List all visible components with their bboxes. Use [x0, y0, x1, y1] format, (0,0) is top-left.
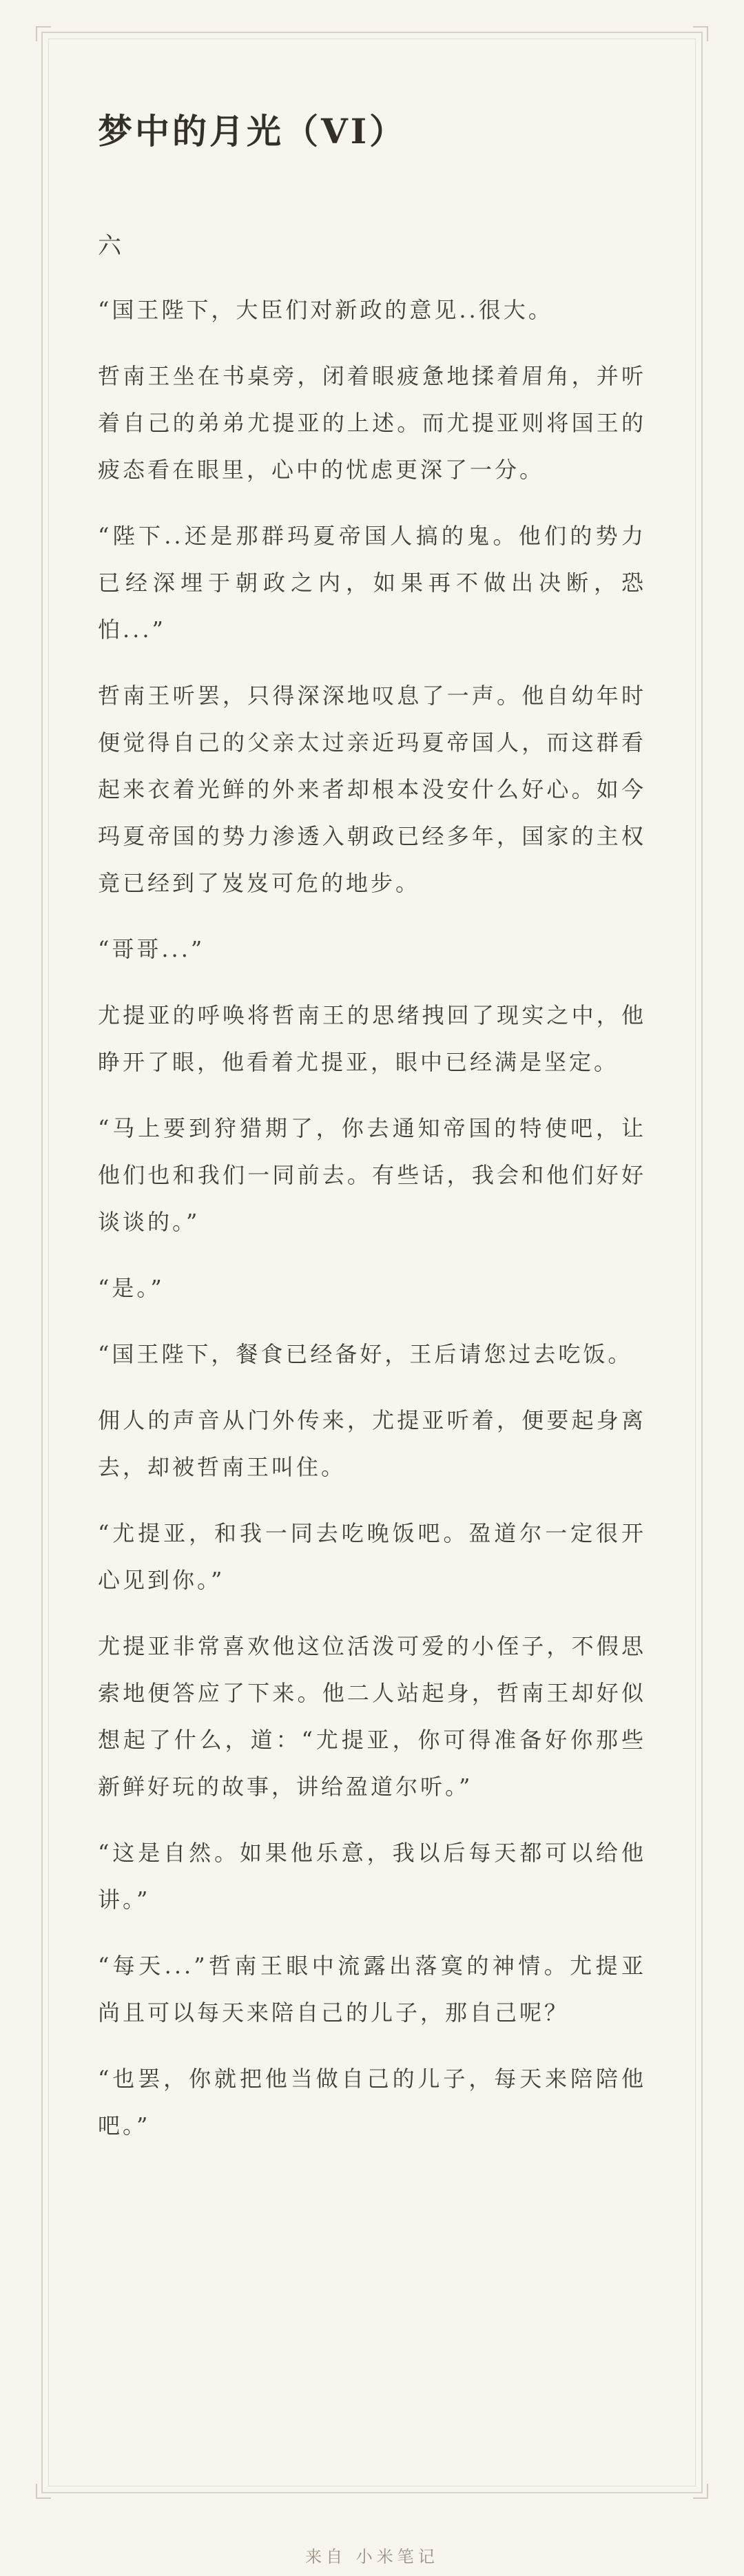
- paragraph: “哥哥...”: [98, 935, 205, 962]
- note-title: 梦中的月光（VI）: [98, 111, 407, 152]
- paragraph: 尤提亚的呼唤将哲南王的思绪拽回了现实之中，他睁开了眼，他看着尤提亚，眼中已经满是坚定。: [98, 1001, 646, 1075]
- paragraph: “国王陛下，大臣们对新政的意见..很大。: [98, 296, 553, 323]
- paragraph: “是。”: [98, 1274, 165, 1301]
- paragraph: “马上要到狩猎期了，你去通知帝国的特使吧，让他们也和我们一同前去。有些话，我会和他们好好谈谈的。”: [98, 1114, 646, 1235]
- corner-ornament-bottom-right: [693, 2484, 708, 2499]
- source-footer: 来自 小米笔记: [305, 2547, 439, 2566]
- paragraph: “每天...”哲南王眼中流露出落寞的神情。尤提亚尚且可以每天来陪自己的儿子，那自己呢？: [98, 1952, 646, 2026]
- paragraph: “也罢，你就把他当做自己的儿子，每天来陪陪他吧。”: [98, 2065, 646, 2139]
- paragraph: 哲南王坐在书桌旁，闭着眼疲惫地揉着眉角，并听着自己的弟弟尤提亚的上述。而尤提亚则将国王的疲态看在眼里，心中的忧虑更深了一分。: [98, 362, 646, 483]
- paragraph: “陛下..还是那群玛夏帝国人搞的鬼。他们的势力已经深埋于朝政之内，如果再不做出决断，恐怕...”: [98, 522, 646, 643]
- corner-ornament-bottom-left: [36, 2484, 51, 2499]
- chapter-number: 六: [98, 231, 121, 260]
- paragraph: 哲南王听罢，只得深深地叹息了一声。他自幼年时便觉得自己的父亲太过亲近玛夏帝国人，而这群看起来衣着光鲜的外来者却根本没安什么好心。如今玛夏帝国的势力渗透入朝政已经多年，国家的主权竟已经到了岌岌可危的地步。: [98, 682, 646, 896]
- paragraph: “这是自然。如果他乐意，我以后每天都可以给他讲。”: [98, 1839, 646, 1913]
- paragraph: 尤提亚非常喜欢他这位活泼可爱的小侄子，不假思索地便答应了下来。他二人站起身，哲南王却好似想起了什么，道：“尤提亚，你可得准备好你那些新鲜好玩的故事，讲给盈道尔听。”: [98, 1632, 646, 1800]
- note-content: [98, 110, 646, 2168]
- corner-ornament-top-left: [36, 26, 51, 41]
- paragraph: “国王陛下，餐食已经备好，王后请您过去吃饭。: [98, 1340, 633, 1367]
- paragraph: 佣人的声音从门外传来，尤提亚听着，便要起身离去，却被哲南王叫住。: [98, 1406, 646, 1480]
- paragraph: “尤提亚，和我一同去吃晚饭吧。盈道尔一定很开心见到你。”: [98, 1519, 646, 1593]
- corner-ornament-top-right: [693, 26, 708, 41]
